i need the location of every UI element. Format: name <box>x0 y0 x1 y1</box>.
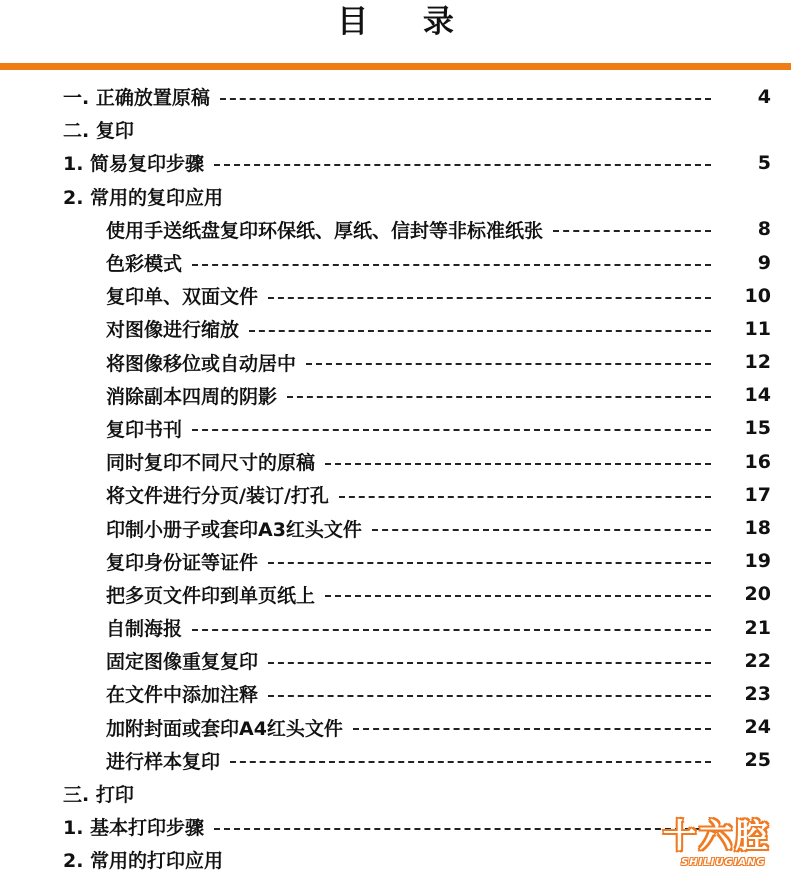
toc-entry-label: 复印单、双面文件 <box>106 282 268 309</box>
toc-entry-label: 1. 基本打印步骤 <box>63 813 214 840</box>
toc-page-number: 24 <box>744 716 771 739</box>
toc-entry-label: 复印身份证等证件 <box>106 548 268 575</box>
toc-entry[interactable] <box>0 146 791 179</box>
toc-page-number: 4 <box>757 85 771 108</box>
toc-page-number: 12 <box>744 351 771 374</box>
toc-entry[interactable] <box>0 511 791 544</box>
toc-page-number: 10 <box>744 284 771 307</box>
toc-entry-label: 三. 打印 <box>63 780 144 807</box>
toc-page-number: 20 <box>744 583 771 606</box>
toc-entry-label: 把多页文件印到单页纸上 <box>106 581 325 608</box>
toc-entry-label: 2. 常用的打印应用 <box>63 846 233 873</box>
toc-entry-label: 二. 复印 <box>63 116 144 143</box>
toc-dot-leader <box>325 595 711 597</box>
toc-dot-leader <box>325 463 711 465</box>
toc-dot-leader <box>192 629 711 631</box>
toc-dot-leader <box>214 164 711 166</box>
toc-entry[interactable] <box>0 213 791 246</box>
toc-entry-label: 进行样本复印 <box>106 747 230 774</box>
toc-entry[interactable] <box>0 611 791 644</box>
toc-page-number: 19 <box>744 550 771 573</box>
toc-entry[interactable] <box>0 180 791 213</box>
toc-dot-leader <box>230 761 711 763</box>
toc-entry[interactable] <box>0 478 791 511</box>
toc-entry-label: 1. 简易复印步骤 <box>63 149 214 176</box>
toc-entry-label: 将文件进行分页/装订/打孔 <box>106 481 339 508</box>
toc-entry-label: 同时复印不同尺寸的原稿 <box>106 448 325 475</box>
page-title: 目 录 <box>337 4 476 40</box>
toc-entry[interactable] <box>0 346 791 379</box>
toc-dot-leader <box>214 828 711 830</box>
title-divider <box>0 63 791 70</box>
toc-dot-leader <box>287 396 711 398</box>
toc-entry[interactable] <box>0 644 791 677</box>
toc-page-number: 14 <box>744 384 771 407</box>
toc-entry-label: 2. 常用的复印应用 <box>63 183 233 210</box>
toc-entry[interactable] <box>0 777 791 810</box>
toc-dot-leader <box>192 264 711 266</box>
toc-entry[interactable] <box>0 246 791 279</box>
toc-entry-label: 印制小册子或套印A3红头文件 <box>106 515 372 542</box>
toc-entry-label: 对图像进行缩放 <box>106 315 249 342</box>
watermark-text: 十六腔 <box>663 816 771 855</box>
toc-entry-label: 加附封面或套印A4红头文件 <box>106 714 353 741</box>
table-of-contents <box>0 80 791 877</box>
toc-entry-label: 在文件中添加注释 <box>106 680 268 707</box>
watermark-subtext: SHILIUGIANG <box>681 857 766 868</box>
toc-entry-label: 色彩模式 <box>106 249 192 276</box>
toc-entry[interactable] <box>0 445 791 478</box>
toc-entry-label: 一. 正确放置原稿 <box>63 83 220 110</box>
toc-entry[interactable] <box>0 545 791 578</box>
toc-entry-label: 使用手送纸盘复印环保纸、厚纸、信封等非标准纸张 <box>106 216 553 243</box>
toc-page-number: 17 <box>744 483 771 506</box>
toc-entry-label: 将图像移位或自动居中 <box>106 349 306 376</box>
toc-entry-label: 消除副本四周的阴影 <box>106 382 287 409</box>
toc-dot-leader <box>353 728 711 730</box>
toc-page-number: 15 <box>744 417 771 440</box>
toc-entry[interactable] <box>0 113 791 146</box>
toc-entry-label: 固定图像重复复印 <box>106 647 268 674</box>
toc-dot-leader <box>339 496 711 498</box>
toc-entry[interactable] <box>0 379 791 412</box>
toc-entry[interactable] <box>0 312 791 345</box>
toc-entry[interactable] <box>0 711 791 744</box>
toc-dot-leader <box>372 529 711 531</box>
toc-page-number: 8 <box>757 218 771 241</box>
toc-dot-leader <box>220 98 711 100</box>
toc-entry-label: 复印书刊 <box>106 415 192 442</box>
toc-page-number: 5 <box>757 151 771 174</box>
toc-dot-leader <box>249 330 711 332</box>
toc-page-number: 22 <box>744 649 771 672</box>
toc-dot-leader <box>306 363 711 365</box>
toc-entry[interactable] <box>0 279 791 312</box>
toc-dot-leader <box>268 662 711 664</box>
toc-page-number: 23 <box>744 682 771 705</box>
toc-entry[interactable] <box>0 744 791 777</box>
toc-dot-leader <box>268 562 711 564</box>
toc-dot-leader <box>553 230 711 232</box>
toc-dot-leader <box>268 695 711 697</box>
toc-page-number: 11 <box>744 317 771 340</box>
toc-entry-label: 自制海报 <box>106 614 192 641</box>
toc-entry[interactable] <box>0 412 791 445</box>
toc-page-number: 18 <box>744 517 771 540</box>
toc-entry[interactable] <box>0 677 791 710</box>
toc-page-number: 16 <box>744 450 771 473</box>
toc-entry[interactable] <box>0 80 791 113</box>
toc-page-number: 25 <box>744 749 771 772</box>
toc-dot-leader <box>268 297 711 299</box>
toc-dot-leader <box>192 429 711 431</box>
toc-page-number: 21 <box>744 616 771 639</box>
toc-page-number: 9 <box>757 251 771 274</box>
watermark-logo <box>655 808 785 874</box>
toc-entry[interactable] <box>0 578 791 611</box>
